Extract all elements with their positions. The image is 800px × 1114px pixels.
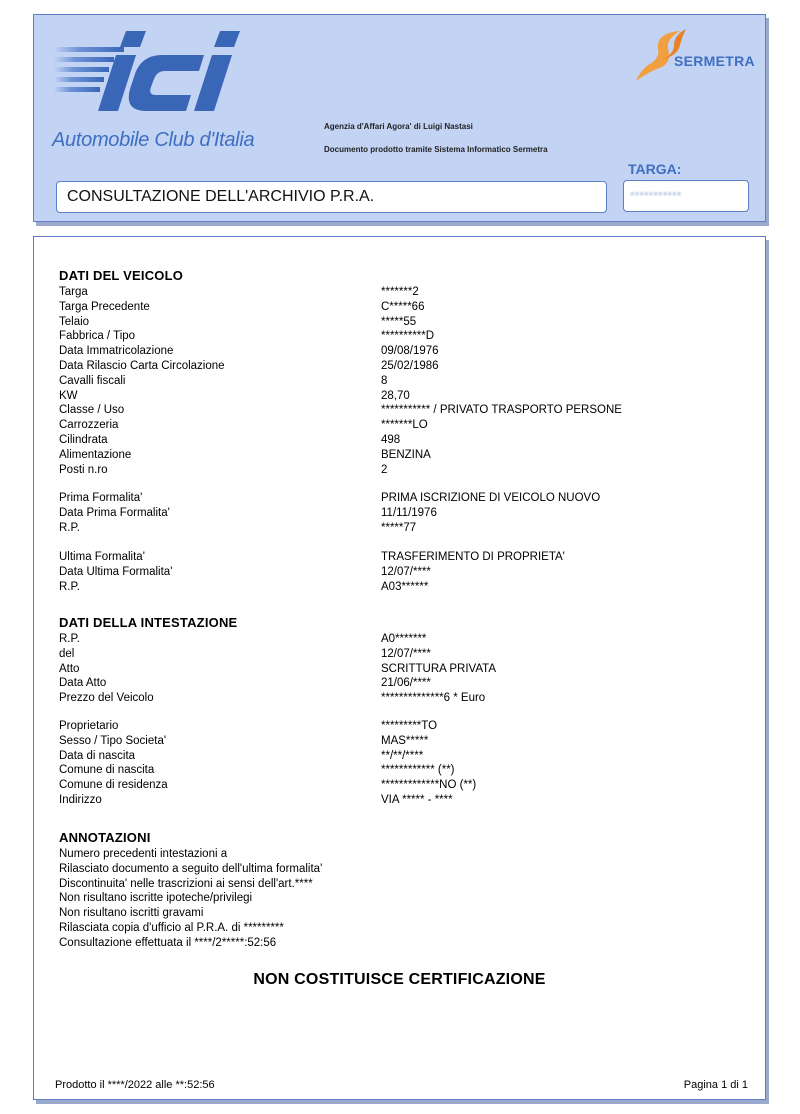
row-label: del	[59, 647, 75, 660]
row-label: Comune di nascita	[59, 764, 155, 777]
sermetra-label: SERMETRA	[674, 53, 755, 69]
data-row	[59, 580, 749, 595]
aci-subtitle: Automobile Club d'Italia	[52, 129, 255, 151]
targa-label: TARGA:	[628, 161, 682, 177]
row-label: Data Immatricolazione	[59, 345, 174, 358]
row-label: R.P.	[59, 521, 80, 534]
data-row	[59, 793, 749, 808]
row-label: Indirizzo	[59, 793, 102, 806]
note-line: Rilasciato documento a seguito dell'ultima formalita'	[59, 862, 323, 875]
last-formality-list	[59, 550, 749, 594]
row-value: MAS*****	[381, 734, 429, 747]
row-value: *********TO	[381, 720, 438, 732]
section-title-registration: DATI DELLA INTESTAZIONE	[59, 615, 238, 630]
row-value: VIA ***** - ****	[381, 793, 453, 806]
row-value: *****55	[381, 315, 417, 328]
row-value: C*****66	[381, 300, 425, 313]
data-row	[59, 632, 749, 647]
row-value: *******2	[381, 286, 419, 298]
row-value: TRASFERIMENTO DI PROPRIETA'	[381, 551, 565, 563]
row-value: 09/08/1976	[381, 345, 439, 358]
row-label: Proprietario	[59, 720, 119, 732]
data-row	[59, 565, 749, 580]
owner-data-list	[59, 719, 749, 808]
section-title-notes: ANNOTAZIONI	[59, 830, 151, 845]
first-formality-list	[59, 491, 749, 535]
row-label: Classe / Uso	[59, 404, 125, 417]
data-row	[59, 662, 749, 677]
row-label: Atto	[59, 662, 80, 675]
data-row	[59, 749, 749, 764]
no-certification-notice: NON COSTITUISCE CERTIFICAZIONE	[253, 971, 546, 988]
row-value: **************6 * Euro	[381, 692, 486, 705]
row-label: Alimentazione	[59, 448, 132, 461]
data-row	[59, 778, 749, 793]
row-value: PRIMA ISCRIZIONE DI VEICOLO NUOVO	[381, 492, 601, 504]
row-value: *******LO	[381, 419, 428, 432]
agency-info	[324, 115, 548, 161]
data-row	[59, 403, 749, 418]
row-value: 21/06/****	[381, 677, 431, 690]
data-row	[59, 463, 749, 478]
data-row	[59, 521, 749, 536]
notes-list	[59, 847, 739, 951]
sermetra-logo	[634, 25, 764, 89]
row-label: Telaio	[59, 315, 90, 328]
row-value: **********D	[381, 330, 435, 343]
data-row	[59, 359, 749, 374]
row-value: BENZINA	[381, 448, 431, 461]
row-label: Ultima Formalita'	[59, 551, 145, 563]
row-label: Prima Formalita'	[59, 492, 143, 504]
data-row	[59, 418, 749, 433]
row-label: Comune di residenza	[59, 779, 168, 792]
row-value: 498	[381, 433, 401, 446]
data-row	[59, 676, 749, 691]
registration-data-list	[59, 632, 749, 706]
data-row	[59, 506, 749, 521]
data-row	[59, 719, 749, 734]
row-label: Cavalli fiscali	[59, 374, 126, 387]
note-line: Numero precedenti intestazioni a	[59, 848, 228, 860]
row-value: 11/11/1976	[381, 506, 437, 519]
footer-page-number: Pagina 1 di 1	[683, 1079, 748, 1091]
note-line: Consultazione effettuata il ****/2*****:52:56	[59, 936, 277, 949]
data-row	[59, 374, 749, 389]
data-row	[59, 300, 749, 315]
page-title: CONSULTAZIONE DELL'ARCHIVIO P.R.A.	[56, 181, 607, 213]
row-value: 2	[381, 463, 388, 476]
agency-line-1: Agenzia d'Affari Agora' di Luigi Nastasi	[324, 122, 473, 131]
data-row	[59, 691, 749, 706]
data-row	[59, 734, 749, 749]
row-value: 12/07/****	[381, 565, 431, 578]
row-label: KW	[59, 389, 78, 402]
data-row	[59, 389, 749, 404]
data-row	[59, 550, 749, 565]
row-value: 25/02/1986	[381, 359, 439, 372]
targa-field	[623, 180, 749, 212]
row-value: ************ (**)	[381, 764, 455, 777]
row-value: 28,70	[381, 389, 410, 402]
note-line: Non risultano iscritte ipoteche/privilegi	[59, 892, 253, 905]
row-value: 12/07/****	[381, 647, 431, 660]
row-label: Data Ultima Formalita'	[59, 565, 173, 578]
row-value: 8	[381, 374, 388, 387]
row-label: Carrozzeria	[59, 419, 119, 432]
footer-produced: Prodotto il ****/2022 alle **:52:56	[55, 1079, 215, 1091]
data-row	[59, 763, 749, 778]
agency-line-2: Documento prodotto tramite Sistema Informatico Sermetra	[324, 145, 548, 154]
row-label: R.P.	[59, 633, 80, 645]
row-value: A03******	[381, 580, 429, 593]
data-row	[59, 315, 749, 330]
row-label: Targa Precedente	[59, 300, 150, 313]
row-value: A0*******	[381, 633, 427, 645]
row-label: Data Prima Formalita'	[59, 506, 170, 519]
row-label: R.P.	[59, 580, 80, 593]
section-title-vehicle: DATI DEL VEICOLO	[59, 268, 184, 283]
data-row	[59, 344, 749, 359]
data-row	[59, 448, 749, 463]
vehicle-data-list	[59, 285, 749, 477]
row-label: Targa	[59, 286, 88, 298]
note-line: Rilasciata copia d'ufficio al P.R.A. di *********	[59, 921, 284, 934]
header-panel	[33, 14, 766, 222]
row-label: Data Atto	[59, 677, 107, 690]
row-value: *****77	[381, 521, 417, 534]
aci-logo	[52, 25, 292, 151]
note-line: Non risultano iscritti gravami	[59, 907, 204, 920]
row-value: SCRITTURA PRIVATA	[381, 662, 497, 675]
row-value: *********** / PRIVATO TRASPORTO PERSONE	[381, 404, 622, 417]
row-label: Cilindrata	[59, 433, 108, 446]
data-row	[59, 285, 749, 300]
row-value: *************NO (**)	[381, 779, 477, 792]
targa-value: ***********	[630, 189, 682, 203]
data-row	[59, 647, 749, 662]
row-label: Sesso / Tipo Societa'	[59, 734, 167, 747]
row-label: Posti n.ro	[59, 463, 108, 476]
data-row	[59, 433, 749, 448]
row-label: Data di nascita	[59, 749, 136, 762]
note-line: Discontinuita' nelle trascrizioni ai sensi dell'art.****	[59, 877, 313, 890]
row-value: **/**/****	[381, 749, 424, 762]
data-row	[59, 329, 749, 344]
document-body	[33, 236, 766, 1100]
data-row	[59, 491, 749, 506]
row-label: Data Rilascio Carta Circolazione	[59, 359, 225, 372]
row-label: Fabbrica / Tipo	[59, 330, 136, 343]
row-label: Prezzo del Veicolo	[59, 692, 154, 705]
aci-logo-icon	[54, 25, 244, 117]
